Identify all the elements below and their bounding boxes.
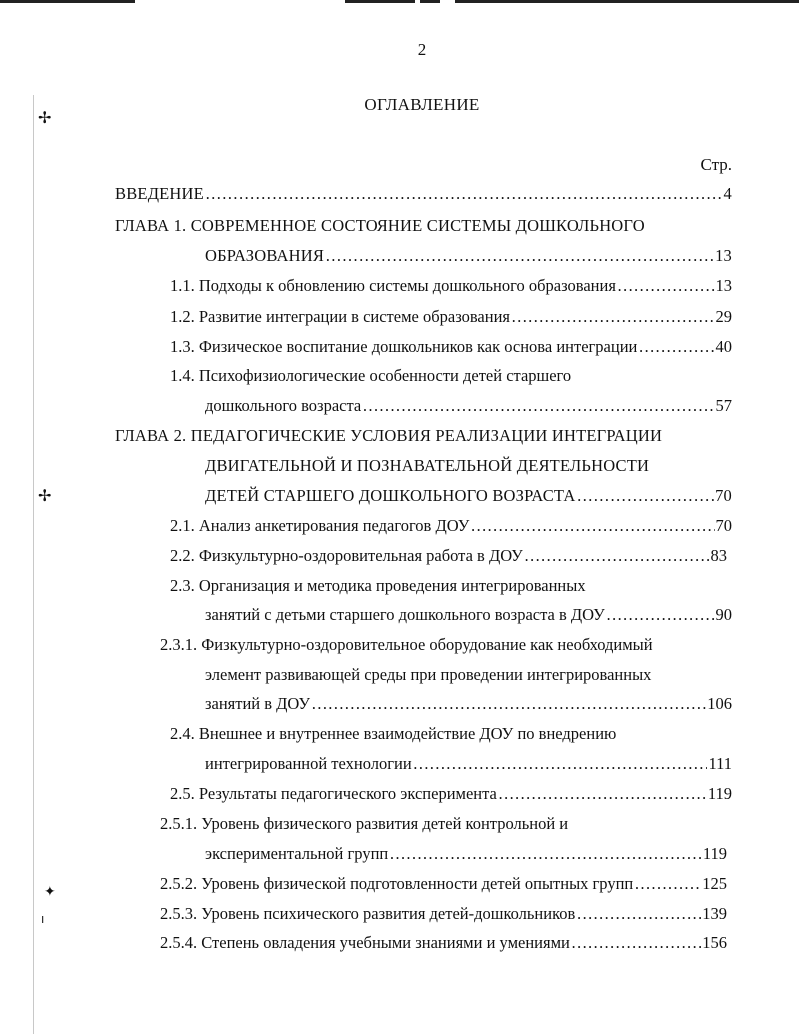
toc-entry [170, 306, 732, 328]
toc-entry [170, 723, 616, 745]
toc-entry-title: 1.1. Подходы к обновлению системы дошкольного образования [170, 276, 616, 295]
dot-leader [413, 753, 708, 775]
toc-entry-page: 70 [715, 516, 732, 535]
toc-entry-page: 90 [715, 605, 732, 624]
toc-entry-title: дошкольного возраста [205, 396, 362, 415]
toc-entry-title: экспериментальной групп [205, 844, 389, 863]
toc-entry [115, 425, 662, 447]
toc-entry [170, 515, 732, 537]
dot-leader [205, 183, 723, 205]
toc-entry [170, 575, 586, 597]
dot-leader [617, 275, 715, 297]
toc-entry [205, 395, 732, 417]
toc-entry [160, 903, 727, 925]
toc-entry [115, 215, 645, 237]
toc-entry-page: 139 [702, 904, 727, 923]
toc-entry-page: 106 [707, 694, 732, 713]
page-title: ОГЛАВЛЕНИЕ [364, 95, 480, 114]
toc-entry [160, 873, 727, 895]
toc-entry [170, 365, 571, 387]
dot-leader [638, 336, 714, 358]
dot-leader [524, 545, 710, 567]
toc-entry-title: 2.5.3. Уровень психического развития детей-дошкольников [160, 904, 576, 923]
toc-entry [115, 183, 732, 205]
toc-entry-title: 2.3.1. Физкультурно-оздоровительное оборудование как необходимый [160, 635, 653, 654]
toc-entry [205, 753, 732, 775]
toc-entry-title: элемент развивающей среды при проведении интегрированных [205, 665, 652, 684]
toc-entry [170, 336, 732, 358]
scan-edge-line [345, 0, 415, 3]
toc-entry-page: 119 [707, 784, 732, 803]
toc-entry-title: 2.5.1. Уровень физического развития детей контрольной и [160, 814, 569, 833]
binding-hole-mark: ✦ [44, 884, 56, 900]
dot-leader [571, 932, 701, 954]
dot-leader [576, 903, 701, 925]
toc-entry-page: 4 [723, 184, 732, 203]
toc-entry-title: ОБРАЗОВАНИЯ [205, 246, 325, 265]
toc-entry-page: 70 [715, 486, 732, 505]
toc-entry-page: 57 [715, 396, 732, 415]
toc-entry [205, 485, 732, 507]
toc-entry-title: интегрированной технологии [205, 754, 412, 773]
dot-leader [634, 873, 701, 895]
margin-tick: ı [41, 912, 45, 926]
toc-entry-title: ГЛАВА 1. СОВРЕМЕННОЕ СОСТОЯНИЕ СИСТЕМЫ ДОШКОЛЬНОГО [115, 216, 645, 235]
toc-entry-title: 2.3. Организация и методика проведения интегрированных [170, 576, 586, 595]
scan-edge-line [420, 0, 440, 3]
toc-entry [205, 455, 649, 477]
toc-entry-page: 13 [715, 276, 732, 295]
toc-entry-title: 2.5.2. Уровень физической подготовленности детей опытных групп [160, 874, 634, 893]
toc-entry-title: 1.3. Физическое воспитание дошкольников как основа интеграции [170, 337, 638, 356]
toc-entry-page: 111 [708, 754, 732, 773]
toc-entry-page: 29 [715, 307, 732, 326]
toc-entry-title: ДЕТЕЙ СТАРШЕГО ДОШКОЛЬНОГО ВОЗРАСТА [205, 486, 576, 505]
toc-entry-page: 156 [702, 933, 727, 952]
scan-edge-line [0, 0, 135, 3]
toc-entry-title: 2.1. Анализ анкетирования педагогов ДОУ [170, 516, 470, 535]
toc-entry-page: 119 [702, 844, 727, 863]
page-column-header: Стр. [700, 155, 732, 174]
dot-leader [511, 306, 714, 328]
toc-entry [205, 604, 732, 626]
toc-entry [170, 783, 732, 805]
dot-leader [389, 843, 702, 865]
toc-entry [160, 813, 568, 835]
toc-entry-title: ВВЕДЕНИЕ [115, 184, 204, 203]
toc-entry-title: занятий в ДОУ [205, 694, 311, 713]
toc-entry [205, 843, 727, 865]
toc-entry [170, 275, 732, 297]
dot-leader [325, 245, 714, 267]
binding-hole-mark: ✢ [38, 486, 52, 505]
dot-leader [576, 485, 714, 507]
dot-leader [362, 395, 714, 417]
toc-entry-title: 1.2. Развитие интеграции в системе образования [170, 307, 511, 326]
toc-entry-page: 13 [715, 246, 732, 265]
toc-entry [160, 932, 727, 954]
toc-entry-title: 1.4. Психофизиологические особенности детей старшего [170, 366, 572, 385]
toc-entry-title: занятий с детьми старшего дошкольного возраста в ДОУ [205, 605, 605, 624]
toc-entry-title: 2.5.4. Степень овладения учебными знаниями и умениями [160, 933, 570, 952]
toc-entry-page: 40 [715, 337, 732, 356]
toc-entry [160, 634, 653, 656]
scan-edge-line [455, 0, 799, 3]
toc-entry [205, 664, 651, 686]
toc-entry-page: 83 [710, 546, 727, 565]
page-number: 2 [417, 40, 427, 59]
margin-line [33, 95, 34, 1034]
dot-leader [498, 783, 707, 805]
toc-entry-title: 2.5. Результаты педагогического эксперимента [170, 784, 497, 803]
toc-entry-title: ГЛАВА 2. ПЕДАГОГИЧЕСКИЕ УСЛОВИЯ РЕАЛИЗАЦИИ ИНТЕГРАЦИИ [115, 426, 663, 445]
binding-hole-mark: ✢ [38, 108, 52, 127]
toc-entry-title: ДВИГАТЕЛЬНОЙ И ПОЗНАВАТЕЛЬНОЙ ДЕЯТЕЛЬНОСТИ [205, 456, 650, 475]
toc-entry-title: 2.4. Внешнее и внутреннее взаимодействие ДОУ по внедрению [170, 724, 617, 743]
dot-leader [311, 693, 706, 715]
toc-entry-page: 125 [702, 874, 727, 893]
dot-leader [470, 515, 714, 537]
toc-entry [170, 545, 727, 567]
toc-entry [205, 245, 732, 267]
dot-leader [606, 604, 715, 626]
toc-entry-title: 2.2. Физкультурно-оздоровительная работа в ДОУ [170, 546, 523, 565]
toc-entry [205, 693, 732, 715]
